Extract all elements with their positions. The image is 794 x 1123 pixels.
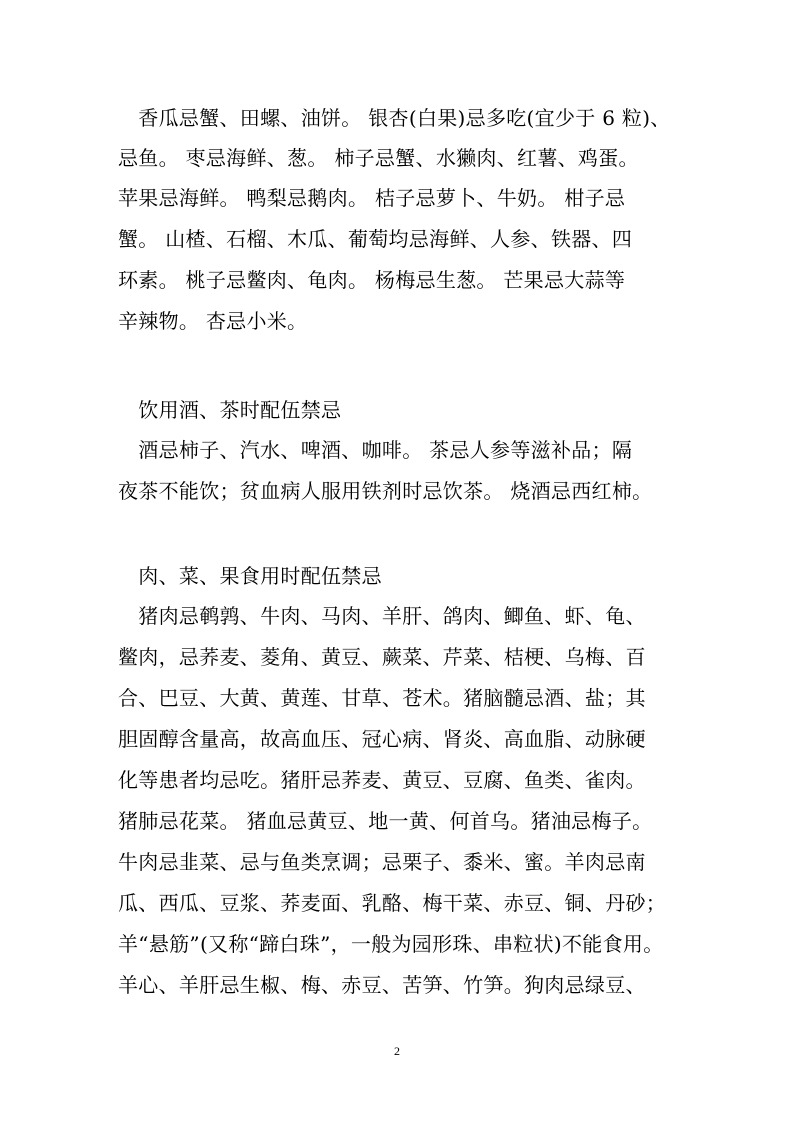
text-line: 猪肺忌花菜。 猪血忌黄豆、地一黄、何首乌。猪油忌梅子。: [118, 809, 653, 833]
text-line: 夜茶不能饮；贫血病人服用铁剂时忌饮茶。 烧酒忌西红柿。: [118, 479, 653, 503]
text-line: 忌鱼。 枣忌海鲜、葱。 柿子忌蟹、水獭肉、红薯、鸡蛋。: [118, 146, 639, 170]
text-line: 鳖肉，忌荞麦、菱角、黄豆、蕨菜、芹菜、桔梗、乌梅、百: [118, 645, 646, 669]
text-line: 苹果忌海鲜。 鸭梨忌鹅肉。 桔子忌萝卜、牛奶。 柑子忌: [118, 186, 626, 210]
text-line: 环素。 桃子忌鳖肉、龟肉。 杨梅忌生葱。 芒果忌大蒜等: [118, 268, 626, 292]
text-line: 羊“悬筋”(又称“蹄白珠”，一般为园形珠、串粒状)不能食用。: [118, 932, 664, 956]
section-heading: 饮用酒、茶时配伍禁忌: [118, 398, 342, 422]
text-line: 香瓜忌蟹、田螺、油饼。 银杏(白果)忌多吃(宜少于 6 粒)、: [118, 106, 671, 130]
text-line: 辛辣物。 杏忌小米。: [118, 309, 308, 333]
text-line: 蟹。 山楂、石榴、木瓜、葡萄均忌海鲜、人参、铁器、四: [118, 227, 633, 251]
text-line: 猪肉忌鹌鹑、牛肉、马肉、羊肝、鸽肉、鲫鱼、虾、龟、: [118, 604, 646, 628]
text-line: 合、巴豆、大黄、黄莲、甘草、苍术。猪脑髓忌酒、盐；其: [118, 686, 646, 710]
text-line: 化等患者均忌吃。猪肝忌荞麦、黄豆、豆腐、鱼类、雀肉。: [118, 768, 646, 792]
page-number: 2: [394, 1044, 400, 1058]
text-line: 酒忌柿子、汽水、啤酒、咖啡。 茶忌人参等滋补品；隔: [118, 438, 633, 462]
section-heading: 肉、菜、果食用时配伍禁忌: [118, 564, 382, 588]
text-line: 牛肉忌韭菜、忌与鱼类烹调；忌栗子、黍米、蜜。羊肉忌南: [118, 850, 646, 874]
text-line: 胆固醇含量高，故高血压、冠心病、肾炎、高血脂、动脉硬: [118, 727, 646, 751]
text-line: 羊心、羊肝忌生椒、梅、赤豆、苦笋、竹笋。狗肉忌绿豆、: [118, 973, 646, 997]
text-line: 瓜、西瓜、豆浆、荞麦面、乳酪、梅干菜、赤豆、铜、丹砂；: [118, 891, 667, 915]
